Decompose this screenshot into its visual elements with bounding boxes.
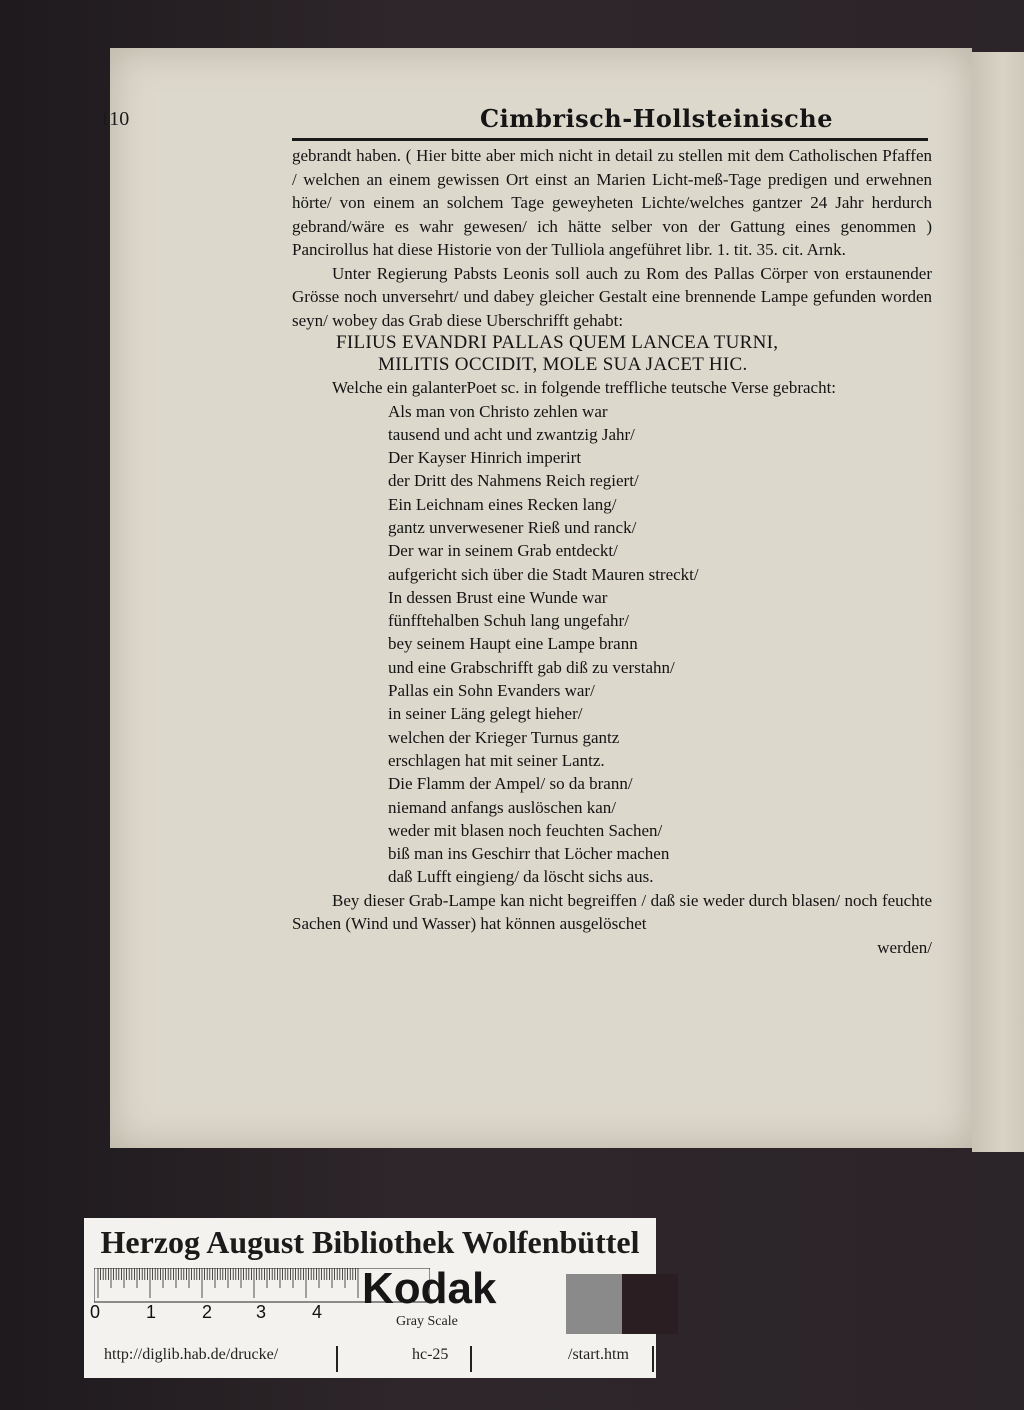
verse-line: niemand anfangs auslöschen kan/ — [388, 797, 617, 817]
latin-line-2: MILITIS OCCIDIT, MOLE SUA JACET HIC. — [378, 354, 748, 375]
verse-line: gantz unverwesener Rieß und ranck/ — [388, 517, 637, 537]
ruler-label-4: 4 — [312, 1302, 323, 1322]
verse-intro: Welche ein galanterPoet sc. in folgende treffliche teutsche Verse gebracht: — [332, 378, 837, 397]
verse-line: weder mit blasen noch feuchten Sachen/ — [388, 820, 663, 840]
verse-line: fünfftehalben Schuh lang ungefahr/ — [388, 611, 629, 631]
verse-block — [292, 400, 932, 889]
verse-line: in seiner Läng gelegt hieher/ — [388, 704, 583, 724]
ruler-label-2: 2 — [202, 1302, 213, 1322]
verse-line: Die Flamm der Ampel/ so da brann/ — [388, 774, 633, 794]
verse-line: daß Lufft eingieng/ da löscht sichs aus. — [388, 867, 654, 887]
shelf-code: hc-25 — [406, 1346, 472, 1372]
library-name: Herzog August Bibliothek Wolfenbüttel — [100, 1224, 640, 1260]
ruler-label-3: 3 — [256, 1302, 267, 1322]
verse-line: Ein Leichnam eines Recken lang/ — [388, 494, 617, 514]
header-rule — [292, 138, 928, 141]
verse-line: aufgericht sich über die Stadt Mauren streckt/ — [388, 564, 699, 584]
verse-line: tausend und acht und zwantzig Jahr/ — [388, 424, 635, 444]
verse-line: biß man ins Geschirr that Löcher machen — [388, 844, 670, 864]
verse-line: bey seinem Haupt eine Lampe brann — [388, 634, 638, 654]
verse-line: Der war in seinem Grab entdeckt/ — [388, 541, 618, 561]
paragraph-1: gebrandt haben. ( Hier bitte aber mich nicht in detail zu stellen mit dem Catholischen Pfaffen / welchen an einem gewissen Ort einst an Marien Licht-meß-Tage predigen und erwehnen hörte/ von einem an solchem Tage geweyheten Lichte/welches gantzer 24 Jahr herdurch gebrand/wäre es wahr gewesen/ ich hätte selber von der Gattung eines genommen ) Pancirollus hat diese Historie von der Tulliola angeführet libr. 1. tit. 35. cit. Arnk. — [292, 146, 932, 259]
page-body — [292, 144, 932, 959]
verse-line: Als man von Christo zehlen war — [388, 401, 608, 421]
page-number: 110 — [100, 108, 130, 130]
ruler-label-0: 0 — [90, 1302, 101, 1322]
gray-swatch-dark — [622, 1274, 678, 1334]
verse-line: welchen der Krieger Turnus gantz — [388, 727, 620, 747]
url-right: /start.htm — [562, 1346, 654, 1372]
closing-paragraph: Bey dieser Grab-Lampe kan nicht begreiffen / daß sie weder durch blasen/ noch feuchte Sachen (Wind und Wasser) hat können ausgelöschet — [292, 890, 932, 934]
running-title: Cimbrisch-Hollsteinische — [480, 104, 834, 133]
kodak-logo: Kodak — [362, 1264, 497, 1313]
verse-line: In dessen Brust eine Wunde war — [388, 587, 608, 607]
latin-inscription — [292, 332, 932, 376]
verse-line: der Dritt des Nahmens Reich regiert/ — [388, 471, 639, 491]
catchword: werden/ — [877, 937, 932, 957]
gray-swatch-mid — [566, 1274, 622, 1334]
paragraph-2: Unter Regierung Pabsts Leonis soll auch zu Rom des Pallas Cörper von erstaunender Grösse noch unversehrt/ und dabey gleicher Gestalt eine brennende Lampe gefunden worden seyn/ wobey das Grab diese Uberschrifft gehabt: — [292, 263, 932, 330]
gray-scale-label: Gray Scale — [396, 1314, 458, 1329]
verse-line: erschlagen hat mit seiner Lantz. — [388, 750, 605, 770]
latin-line-1: FILIUS EVANDRI PALLAS QUEM LANCEA TURNI, — [336, 332, 779, 353]
facing-page-edge — [972, 52, 1024, 1152]
verse-line: Pallas ein Sohn Evanders war/ — [388, 681, 595, 701]
ruler-label-1: 1 — [146, 1302, 157, 1322]
verse-line: Der Kayser Hinrich imperirt — [388, 448, 582, 468]
kodak-color-target — [84, 1218, 656, 1378]
url-left: http://diglib.hab.de/drucke/ — [98, 1346, 338, 1372]
verse-line: und eine Grabschrifft gab diß zu verstahn/ — [388, 657, 675, 677]
